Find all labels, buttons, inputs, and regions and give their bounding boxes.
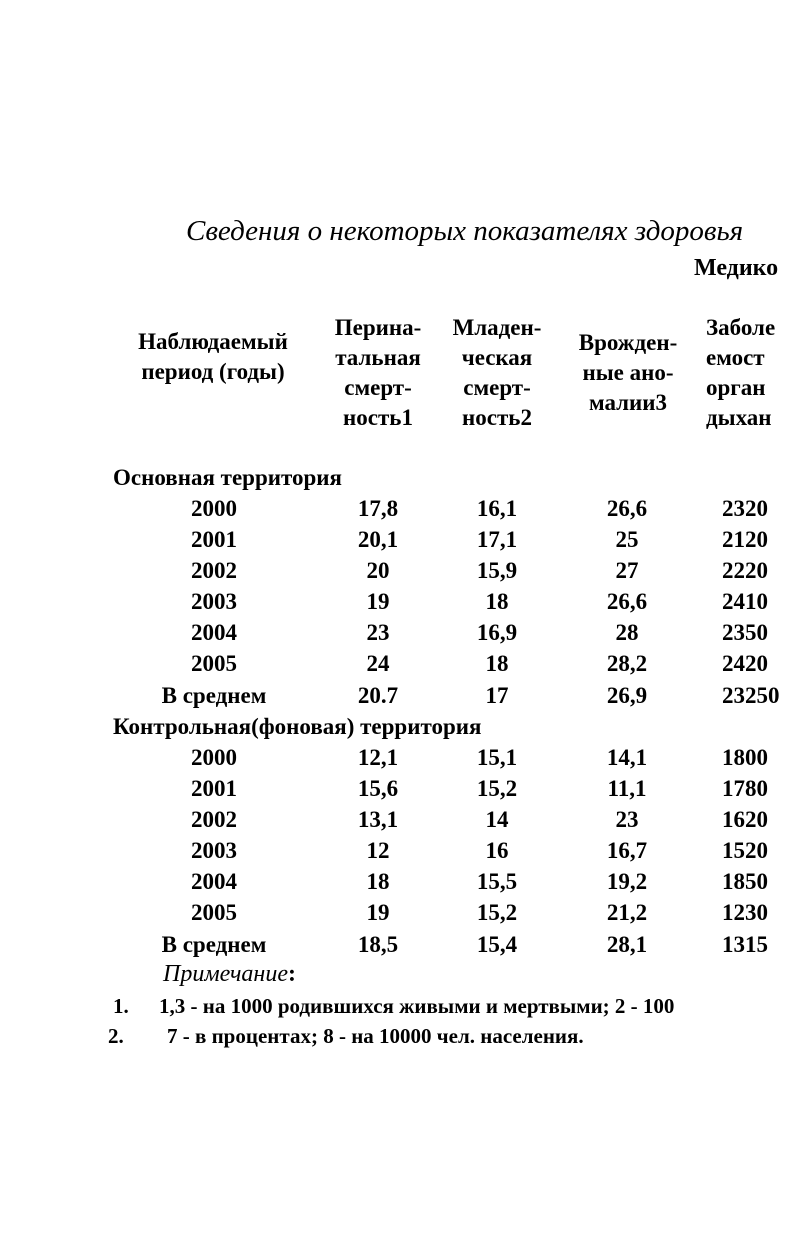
table-row <box>0 776 788 807</box>
section-title-main: Основная территория <box>113 465 342 490</box>
header-line: ческая <box>461 345 533 370</box>
table-row <box>0 620 788 651</box>
table-row <box>0 496 788 527</box>
header-infant-mortality <box>437 313 557 433</box>
note-item-text: 7 - в процентах; 8 - на 10000 чел. населения. <box>167 1024 584 1048</box>
table-row <box>0 900 788 931</box>
table-row <box>0 527 788 558</box>
header-line: ность1 <box>343 405 413 430</box>
table-row <box>0 651 788 682</box>
header-line: Наблюдаемый <box>138 329 288 354</box>
value-cell: 27 <box>615 558 639 583</box>
header-line: малии3 <box>588 390 668 415</box>
value-cell: 20,1 <box>357 527 399 552</box>
year-cell: 2002 <box>191 807 237 832</box>
table-row <box>0 869 788 900</box>
section-title-control: Контрольная(фоновая) территория <box>113 714 482 739</box>
header-line: Заболе <box>706 315 776 340</box>
value-cell: 12 <box>366 838 390 863</box>
value-cell: 25 <box>615 527 639 552</box>
year-cell: 2001 <box>191 776 237 801</box>
value-cell: 11,1 <box>607 776 647 801</box>
header-line: период (годы) <box>141 359 285 384</box>
year-cell: 2002 <box>191 558 237 583</box>
value-cell: 15,6 <box>357 776 399 801</box>
header-perinatal-mortality <box>318 313 438 433</box>
table-row <box>0 745 788 776</box>
value-cell: 1315 <box>722 932 768 957</box>
header-congenital-anomalies <box>561 328 695 418</box>
value-cell: 1780 <box>722 776 768 801</box>
value-cell: 15,2 <box>476 776 518 801</box>
value-cell: 15,9 <box>476 558 518 583</box>
value-cell: 21,2 <box>606 900 648 925</box>
value-cell: 18,5 <box>357 932 399 957</box>
value-cell: 17 <box>485 683 509 708</box>
note-item-number: 2. <box>108 1024 124 1048</box>
value-cell: 2320 <box>722 496 768 521</box>
header-line: орган <box>706 375 766 400</box>
value-cell: 13,1 <box>357 807 399 832</box>
value-cell: 1520 <box>722 838 768 863</box>
value-cell: 17,1 <box>476 527 518 552</box>
value-cell: 14,1 <box>606 745 648 770</box>
header-period <box>113 327 313 387</box>
value-cell: 26,6 <box>606 496 648 521</box>
value-cell: 2220 <box>722 558 768 583</box>
header-line: Младен- <box>452 315 542 340</box>
value-cell: 16 <box>485 838 509 863</box>
value-cell: 23 <box>366 620 390 645</box>
value-cell: 24 <box>366 651 390 676</box>
header-line: дыхан <box>706 405 772 430</box>
value-cell: 17,8 <box>357 496 399 521</box>
value-cell: 15,5 <box>476 869 518 894</box>
value-cell: 15,1 <box>476 745 518 770</box>
value-cell: 14 <box>485 807 509 832</box>
value-cell: 1230 <box>722 900 768 925</box>
header-line: емост <box>706 345 765 370</box>
value-cell: 2120 <box>722 527 768 552</box>
value-cell: 23250 <box>722 683 780 708</box>
value-cell: 12,1 <box>357 745 399 770</box>
table-caption: Сведения о некоторых показателях здоровья <box>186 215 744 247</box>
value-cell: 16,7 <box>606 838 648 863</box>
average-row <box>0 683 788 714</box>
value-cell: 15,4 <box>476 932 518 957</box>
value-cell: 1620 <box>722 807 768 832</box>
header-line: ные ано- <box>582 360 674 385</box>
value-cell: 2410 <box>722 589 768 614</box>
value-cell: 2420 <box>722 651 768 676</box>
header-respiratory-morbidity <box>706 313 788 433</box>
header-line: Перина- <box>334 315 422 340</box>
year-cell: 2000 <box>191 496 237 521</box>
note-colon: : <box>288 961 296 987</box>
note-item-1 <box>113 994 674 1019</box>
value-cell: 1850 <box>722 869 768 894</box>
table-row <box>0 838 788 869</box>
year-cell: 2004 <box>191 620 237 645</box>
note-item-text: 1,3 - на 1000 родившихся живыми и мертвыми; 2 - 100 <box>159 994 675 1018</box>
table-row <box>0 589 788 620</box>
note-label-text: Примечание <box>163 961 288 987</box>
value-cell: 26,6 <box>606 589 648 614</box>
value-cell: 18 <box>485 589 509 614</box>
value-cell: 19 <box>366 900 390 925</box>
table-row <box>0 807 788 838</box>
year-cell: 2003 <box>191 589 237 614</box>
value-cell: 19,2 <box>606 869 648 894</box>
average-label: В среднем <box>161 932 267 957</box>
average-label: В среднем <box>161 683 267 708</box>
year-cell: 2003 <box>191 838 237 863</box>
header-line: ность2 <box>462 405 532 430</box>
value-cell: 16,9 <box>476 620 518 645</box>
year-cell: 2001 <box>191 527 237 552</box>
header-line: тальная <box>335 345 421 370</box>
note-item-number: 1. <box>113 994 129 1018</box>
value-cell: 19 <box>366 589 390 614</box>
value-cell: 16,1 <box>476 496 518 521</box>
header-line: смерт- <box>463 375 531 400</box>
value-cell: 28 <box>615 620 639 645</box>
average-row <box>0 932 788 963</box>
value-cell: 20 <box>366 558 390 583</box>
value-cell: 15,2 <box>476 900 518 925</box>
value-cell: 28,2 <box>606 651 648 676</box>
value-cell: 28,1 <box>606 932 648 957</box>
note-item-2 <box>108 1024 584 1049</box>
header-line: смерт- <box>344 375 412 400</box>
value-cell: 18 <box>366 869 390 894</box>
year-cell: 2005 <box>191 651 237 676</box>
header-line: Врожден- <box>578 330 678 355</box>
value-cell: 18 <box>485 651 509 676</box>
value-cell: 20.7 <box>357 683 399 708</box>
year-cell: 2005 <box>191 900 237 925</box>
value-cell: 23 <box>615 807 639 832</box>
value-cell: 2350 <box>722 620 768 645</box>
value-cell: 1800 <box>722 745 768 770</box>
table-row <box>0 558 788 589</box>
value-cell: 26,9 <box>606 683 648 708</box>
table-subcaption: Медико <box>694 255 779 281</box>
year-cell: 2000 <box>191 745 237 770</box>
year-cell: 2004 <box>191 869 237 894</box>
note-label <box>163 961 296 988</box>
